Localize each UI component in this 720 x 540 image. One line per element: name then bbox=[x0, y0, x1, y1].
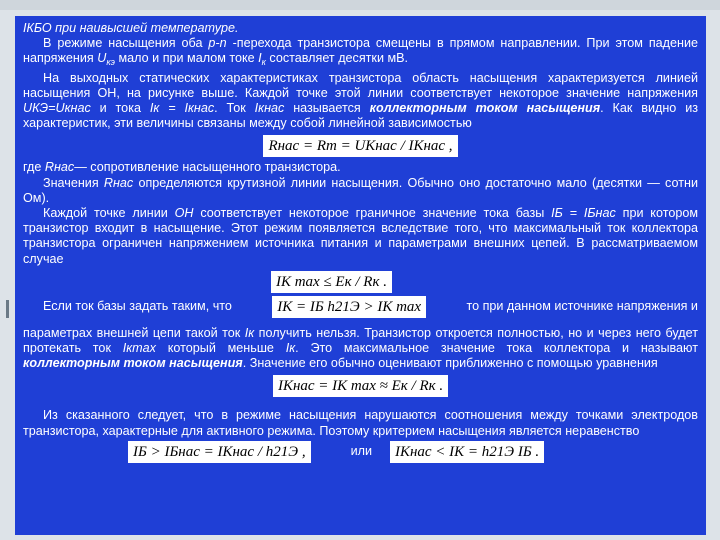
text-pn: p-n bbox=[208, 36, 227, 51]
formula-ik-max: IК max ≤ Eк / Rк . bbox=[271, 271, 392, 293]
text: -перехода транзистора смещены в прямом направлении. При этом падение напряжения bbox=[23, 36, 698, 66]
formula-row-1 bbox=[23, 135, 698, 157]
text: то при данном источнике напряжения и bbox=[466, 299, 698, 314]
text: мало и при малом токе bbox=[115, 51, 259, 66]
formula-r-nas: Rнас = Rт = UКнас / IКнас , bbox=[263, 135, 457, 157]
text: Если ток базы задать таким, что bbox=[43, 299, 232, 314]
text: Каждой точке линии bbox=[43, 206, 175, 221]
formula-ik-ib: IК = IБ h21Э > IК max bbox=[272, 296, 426, 318]
symbol-iknas: Iкнас bbox=[254, 101, 285, 116]
paragraph-output-characteristics bbox=[23, 71, 698, 132]
ikbo-text: IКБО при наивысшей температуре. bbox=[23, 21, 239, 35]
slide-content bbox=[15, 16, 706, 535]
text: В режиме насыщения оба bbox=[43, 36, 209, 51]
slide-edge-marker bbox=[6, 300, 9, 318]
subscript-k: к bbox=[261, 57, 266, 68]
text: и тока bbox=[90, 101, 150, 116]
term-collector-saturation-current: коллекторным током насыщения bbox=[369, 101, 601, 116]
text: параметрах внешней цепи такой ток bbox=[23, 325, 245, 340]
text: На выходных статических характеристиках транзистора область насыщения характеризуется линией насыщения ОН, на рисунке выше. Каждой точке этой линии соответствует некоторое значение напряжения bbox=[23, 70, 698, 100]
text: соответствует некоторое граничное значение тока базы bbox=[193, 206, 552, 221]
text: где bbox=[23, 160, 45, 175]
text: Из сказанного следует, что в режиме насыщения нарушаются соотношения между точками электродов транзистора, характерные для активного режима. Поэтому критерием насыщения является неравенство bbox=[23, 408, 698, 438]
paragraph-on-line bbox=[23, 206, 698, 267]
paragraph-conclusion bbox=[23, 408, 698, 438]
formula-iknas-inequality: IКнас < IК = h21Э IБ . bbox=[390, 441, 544, 463]
symbol-rnas: Rнас bbox=[44, 160, 75, 175]
symbol-u: U bbox=[97, 51, 107, 66]
formula-ib-inequality: IБ > IБнас = IКнас / h21Э , bbox=[128, 441, 311, 463]
text-on: ОН bbox=[174, 206, 194, 221]
text: . Значение его обычно оценивают приближенно с помощью уравнения bbox=[242, 356, 658, 371]
text: . Это максимальное значение тока коллектора и называют bbox=[295, 341, 698, 356]
text: при котором транзистор входит в насыщение. Этот режим появляется вследствие того, что максимальный ток коллектора транзистора ограничен напряжением источника питания и параметрами внешних цепей. В рассматриваемом случае bbox=[23, 206, 698, 266]
text: называется bbox=[284, 101, 370, 116]
symbol-ib: IБ = IБнас bbox=[551, 206, 616, 221]
text: . Как видно из характеристик, эти величины связаны между собой линейной зависимостью bbox=[23, 101, 699, 131]
paragraph-rnas-values bbox=[23, 176, 698, 206]
subscript-ke: кэ bbox=[106, 57, 115, 68]
text: — сопротивление насыщенного транзистора. bbox=[74, 160, 341, 175]
spacer bbox=[23, 400, 698, 408]
formula-row-2 bbox=[23, 271, 698, 293]
text: определяются крутизной линии насыщения. Обычно оно достаточно мало (десятки — сотни Ом). bbox=[23, 175, 698, 205]
symbol-ik: Iк bbox=[285, 341, 296, 356]
text: получить нельзя. Транзистор откроется полностью, но и через него будет протекать ток bbox=[23, 325, 699, 356]
paragraph-title-line bbox=[23, 21, 698, 36]
text: . Ток bbox=[214, 101, 255, 116]
window-top-strip bbox=[0, 0, 720, 10]
formula-row-4 bbox=[23, 375, 698, 397]
symbol-rnas: Rнас bbox=[103, 175, 134, 190]
term-collector-saturation-current: коллекторным током насыщения bbox=[23, 356, 243, 371]
spacer bbox=[23, 318, 698, 326]
symbol-ikmax: Iкmax bbox=[122, 341, 156, 356]
text: составляет десятки мВ. bbox=[265, 51, 409, 66]
paragraph-base-current-row bbox=[23, 296, 698, 318]
text: который меньше bbox=[155, 341, 286, 356]
formula-iknas-approx: IКнас = IК max ≈ Eк / Rк . bbox=[273, 375, 448, 397]
symbol-uke: UКЭ=Uкнас bbox=[23, 101, 91, 116]
paragraph-where bbox=[23, 160, 698, 175]
paragraph-external-circuit bbox=[23, 326, 698, 372]
inequality-row bbox=[23, 441, 698, 463]
symbol-i: I bbox=[258, 51, 262, 66]
text: Значения bbox=[43, 175, 104, 190]
paragraph-saturation-mode bbox=[23, 36, 698, 70]
symbol-ik: Iк = Iкнас bbox=[149, 101, 215, 116]
symbol-ik: Iк bbox=[244, 325, 255, 340]
text-or: или bbox=[350, 444, 372, 459]
